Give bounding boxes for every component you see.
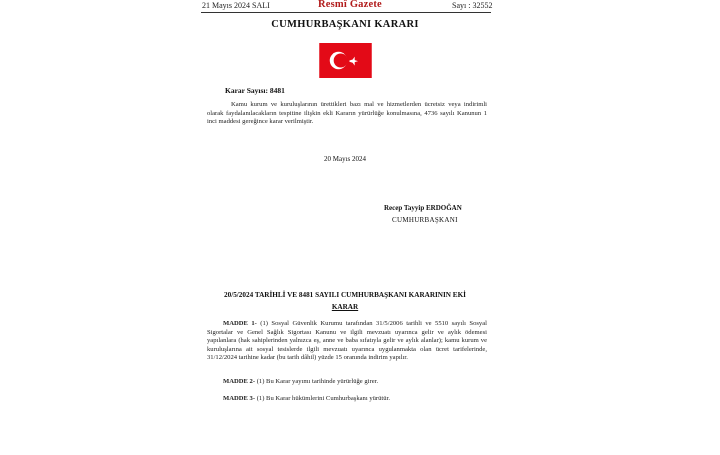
- gazette-issue-number: Sayı : 32552: [452, 1, 493, 10]
- annex-title-line2: KARAR: [331, 302, 359, 311]
- article-3-text: (1) Bu Karar hükümlerini Cumhurbaşkanı yürütür.: [255, 395, 391, 402]
- signatory-title: CUMHURBAŞKANI: [392, 216, 458, 224]
- annex-title-line1: 20/5/2024 TARİHLİ VE 8481 SAYILI CUMHURBAŞKANI KARARININ EKİ: [224, 291, 466, 299]
- decision-date: 20 Mayıs 2024: [324, 155, 366, 163]
- document-title: CUMHURBAŞKANI KARARI: [271, 19, 419, 30]
- gazette-title: Resmî Gazete: [318, 0, 382, 10]
- turkish-flag-icon: [319, 43, 372, 78]
- article-1: [207, 320, 487, 363]
- article-2: [223, 378, 378, 387]
- gazette-date: 21 Mayıs 2024 SALI: [202, 1, 270, 10]
- article-1-text: (1) Sosyal Güvenlik Kurumu tarafından 31/5/2006 tarihli ve 5510 sayılı Sosyal Sigortalar ve Genel Sağlık Sigortası Kanunu ve ilgili mevzuatı uyarınca gelir ve aylık ödemesi yapılanlara (hak sahiplerinden yalnızca eş, anne ve baba sıfatıyla gelir ve aylık alanlar); kamu kurum ve kuruluşlarına ait sosyal tesislerde ilgili mevzuatı uyarınca uygulanmakta olan ücret tarifelerinde, 31/12/2024 tarihine kadar (bu tarih dâhil) yüzde 15 oranında indirim yapılır.: [207, 320, 487, 362]
- signatory-name: Recep Tayyip ERDOĞAN: [384, 204, 462, 212]
- article-1-label: MADDE 1-: [223, 320, 257, 327]
- decision-number: Karar Sayısı: 8481: [225, 86, 285, 95]
- article-3: [223, 395, 390, 404]
- article-2-label: MADDE 2-: [223, 378, 256, 385]
- article-2-text: (1) Bu Karar yayımı tarihinde yürürlüğe girer.: [255, 378, 379, 385]
- annex-title: [205, 290, 485, 313]
- article-3-label: MADDE 3-: [223, 395, 256, 402]
- header-divider: [201, 12, 491, 13]
- intro-paragraph: Kamu kurum ve kuruluşlarının ürettikleri bazı mal ve hizmetlerden ücretsiz veya indirimli olarak faydalanılacakların tespitine ilişkin ekli Kararın yürürlüğe konulmasına, 4736 sayılı Kanunun 1 inci maddesi gereğince karar verilmiştir.: [207, 101, 487, 126]
